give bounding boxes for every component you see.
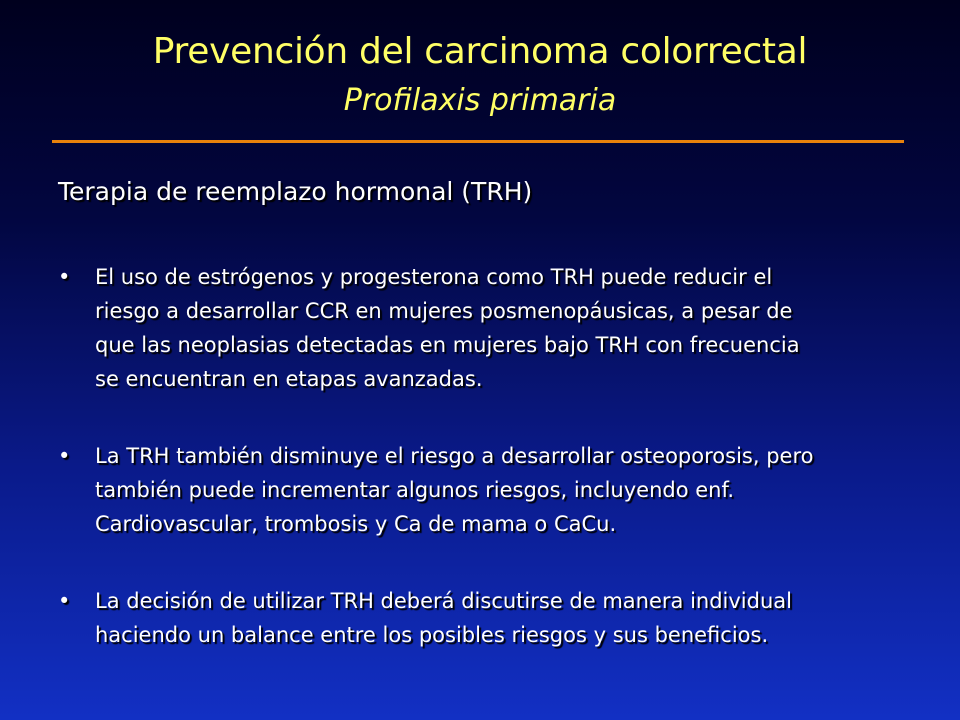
bullet-line: que las neoplasias detectadas en mujeres bajo TRH con frecuencia — [95, 333, 800, 357]
bullet-item-3 — [58, 584, 918, 652]
bullet-line: riesgo a desarrollar CCR en mujeres posmenopáusicas, a pesar de — [95, 299, 793, 323]
bullet-dot-icon: • — [58, 265, 71, 289]
bullet-dot-icon: • — [58, 444, 71, 468]
slide-title: Prevención del carcinoma colorrectal — [152, 31, 808, 72]
bullet-dot-icon: • — [58, 589, 71, 613]
title-divider — [52, 140, 904, 143]
slide-subtitle: Profilaxis primaria — [343, 83, 617, 118]
section-heading: Terapia de reemplazo hormonal (TRH) — [58, 177, 533, 206]
bullet-line: Cardiovascular, trombosis y Ca de mama o CaCu. — [95, 512, 617, 536]
bullet-line: haciendo un balance entre los posibles riesgos y sus beneficios. — [95, 623, 769, 647]
bullet-item-1 — [58, 260, 918, 396]
bullet-line: La TRH también disminuye el riesgo a desarrollar osteoporosis, pero — [95, 444, 814, 468]
bullet-list — [58, 260, 918, 652]
bullet-line: también puede incrementar algunos riesgos, incluyendo enf. — [95, 478, 735, 502]
bullet-item-2 — [58, 439, 918, 541]
bullet-line: se encuentran en etapas avanzadas. — [95, 367, 483, 391]
bullet-line: El uso de estrógenos y progesterona como TRH puede reducir el — [95, 265, 773, 289]
bullet-line: La decisión de utilizar TRH deberá discutirse de manera individual — [95, 589, 792, 613]
